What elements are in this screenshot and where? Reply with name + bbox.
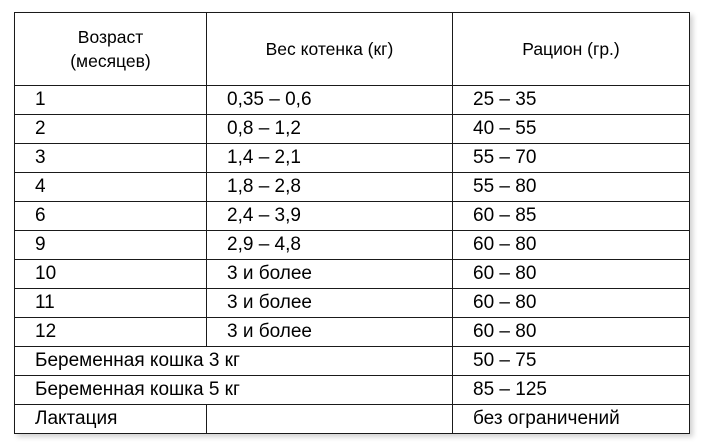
cell-diet: без ограничений [453, 405, 690, 434]
cell-diet: 60 – 80 [453, 318, 690, 347]
header-weight: Вес котенка (кг) [207, 13, 453, 86]
cell-weight: 3 и более [207, 289, 453, 318]
header-age [15, 13, 207, 86]
table-row [15, 144, 690, 173]
table-row [15, 115, 690, 144]
table-row-lactation [15, 405, 690, 434]
cell-age: 11 [15, 289, 207, 318]
cell-age: 1 [15, 86, 207, 115]
table-row-pregnant-5kg [15, 376, 690, 405]
cell-age: 6 [15, 202, 207, 231]
cell-age: 2 [15, 115, 207, 144]
table-row [15, 318, 690, 347]
header-age-line2: (месяцев) [70, 51, 151, 71]
header-diet: Рацион (гр.) [453, 13, 690, 86]
table-row [15, 260, 690, 289]
cell-category: Лактация [15, 405, 207, 434]
cell-age: 3 [15, 144, 207, 173]
cell-diet: 55 – 70 [453, 144, 690, 173]
cell-weight: 2,4 – 3,9 [207, 202, 453, 231]
cell-diet: 40 – 55 [453, 115, 690, 144]
cell-diet: 50 – 75 [453, 347, 690, 376]
cell-category: Беременная кошка 5 кг [15, 376, 453, 405]
header-age-line1: Возраст [77, 27, 144, 47]
cell-weight: 0,35 – 0,6 [207, 86, 453, 115]
cell-diet: 60 – 80 [453, 260, 690, 289]
cell-diet: 25 – 35 [453, 86, 690, 115]
cell-weight: 0,8 – 1,2 [207, 115, 453, 144]
table-row [15, 173, 690, 202]
cell-diet: 60 – 80 [453, 231, 690, 260]
cell-diet: 60 – 80 [453, 289, 690, 318]
cell-weight: 2,9 – 4,8 [207, 231, 453, 260]
cell-age: 4 [15, 173, 207, 202]
kitten-feeding-table [14, 12, 690, 434]
cell-weight: 1,4 – 2,1 [207, 144, 453, 173]
cell-age: 10 [15, 260, 207, 289]
cell-weight: 3 и более [207, 260, 453, 289]
table-row-pregnant-3kg [15, 347, 690, 376]
cell-age: 9 [15, 231, 207, 260]
cell-category: Беременная кошка 3 кг [15, 347, 453, 376]
table-row [15, 202, 690, 231]
table-header-row [15, 13, 690, 86]
cell-weight: 3 и более [207, 318, 453, 347]
cell-weight [207, 405, 453, 434]
table-row [15, 231, 690, 260]
cell-age: 12 [15, 318, 207, 347]
cell-weight: 1,8 – 2,8 [207, 173, 453, 202]
table-row [15, 86, 690, 115]
cell-diet: 85 – 125 [453, 376, 690, 405]
cell-diet: 60 – 85 [453, 202, 690, 231]
table-row [15, 289, 690, 318]
cell-diet: 55 – 80 [453, 173, 690, 202]
